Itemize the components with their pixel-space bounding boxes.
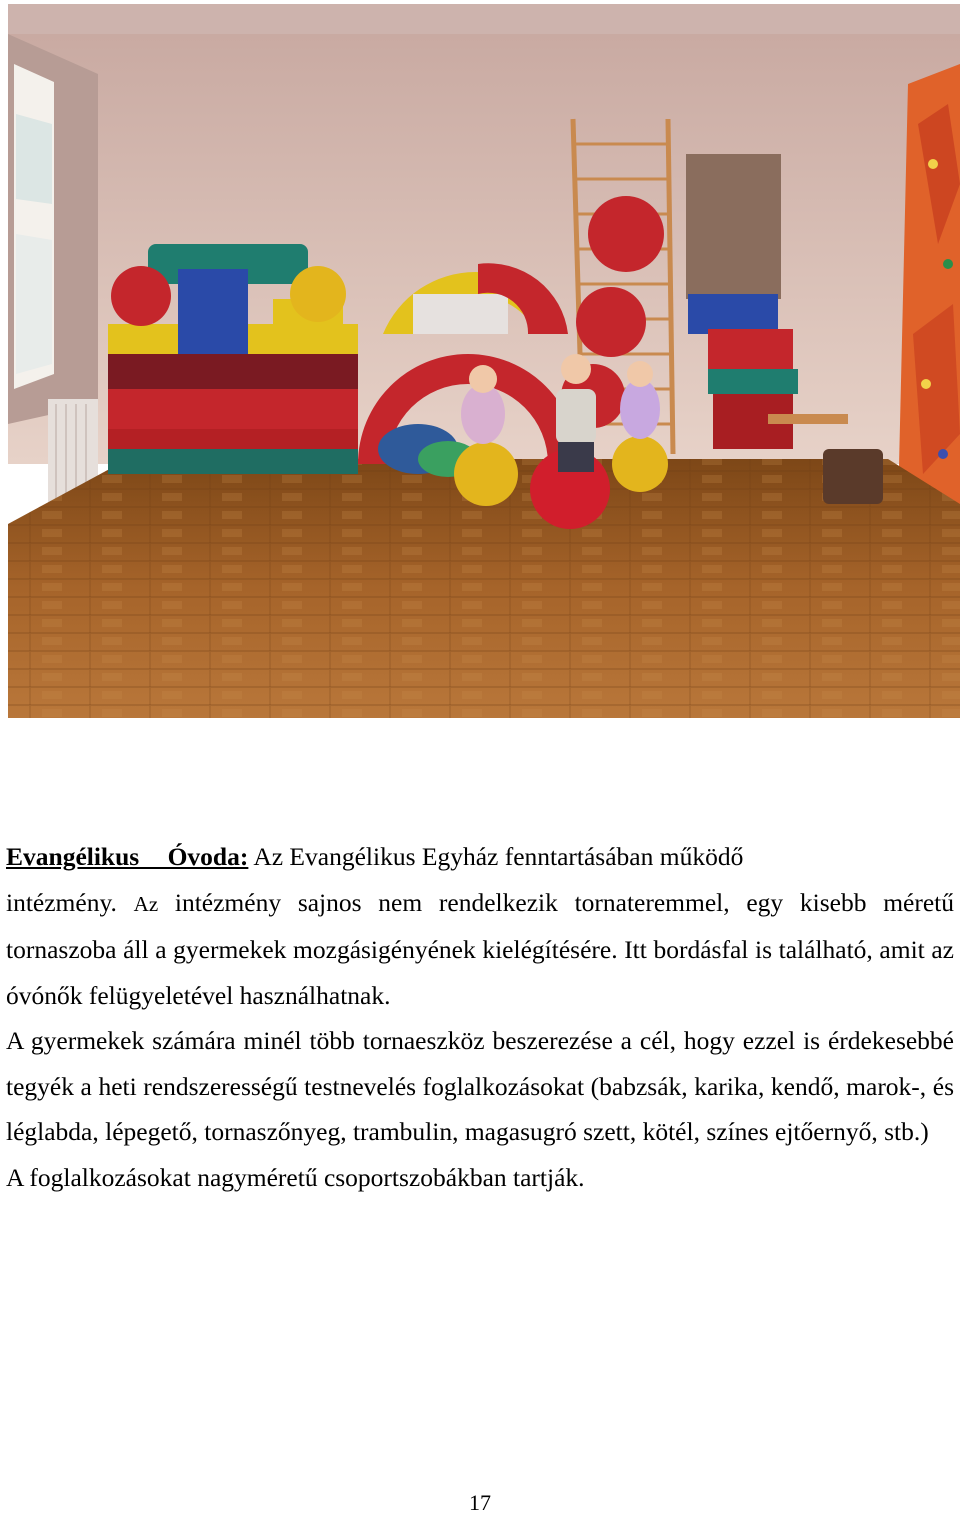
paragraph1-az: Az — [133, 891, 159, 916]
paragraph1-line1: Az Evangélikus Egyház fenntartásában működő — [248, 842, 744, 871]
paragraph-sessions: A foglalkozásokat nagyméretű csoportszobákban tartják. — [6, 1162, 585, 1192]
body-text — [6, 834, 954, 1200]
soft-play-blocks — [108, 244, 358, 474]
paragraph1-line2-start: intézmény. — [6, 887, 134, 917]
paragraph-evangelical-kindergarten — [6, 834, 954, 1018]
paragraph1-body: intézmény sajnos nem rendelkezik tornateremmel, egy kisebb méretű tornaszoba áll a gyermekek mozgásigényének kielégítésére. Itt bordásfal is található, amit az óvónők felügyeletével használhatnak. — [6, 887, 954, 1010]
gym-room-photo — [8, 4, 960, 718]
paragraph-equipment: A gyermekek számára minél több tornaeszköz beszerezése a cél, hogy ezzel is érdekesebbé tegyék a heti rendszerességű testnevelés foglalkozásokat (babzsák, karika, kendő, marok-, és léglabda, lépegető, tornaszőnyeg, trambulin, magasugró szett, kötél, színes ejtőernyő, stb.) — [6, 1026, 954, 1146]
photo-illustration — [8, 4, 960, 718]
institution-heading: Evangélikus Óvoda: — [6, 842, 249, 871]
page-number: 17 — [469, 1490, 491, 1515]
climbing-wall — [898, 64, 960, 524]
